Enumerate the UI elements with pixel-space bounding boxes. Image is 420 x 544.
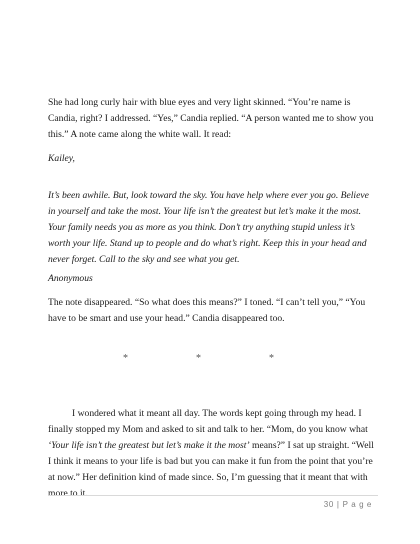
paragraph-note-disappeared: The note disappeared. “So what does this means?” I toned. “I can’t tell you,” “You have to be smart and use your head.” Candia disappeared too. (48, 297, 366, 324)
paragraph-text: means?” I sat up straight. “Well I think it means to your life is bad but you can make it fun from the point that you’re at now.” Her definition kind of made since. So, I’m guessing that it meant that with more to it. (48, 440, 374, 499)
scene-break-mark: * (123, 353, 128, 364)
note-salutation: Kailey, (48, 153, 75, 164)
page-footer (324, 500, 372, 509)
page-label: P a g e (342, 500, 372, 509)
quoted-note-line: ‘Your life isn’t the greatest but let’s make it the most’ (48, 440, 250, 451)
paragraph-text: I wondered what it meant all day. The words kept going through my head. I finally stopped my Mom and asked to sit and talk to her. “Mom, do you know what (48, 408, 368, 435)
page-number: 30 (323, 500, 334, 509)
note-signature: Anonymous (48, 273, 93, 284)
footer-separator: | (336, 500, 340, 509)
note-body: It’s been awhile. But, look toward the sky. You have help where ever you go. Believe in yourself and take the most. Your life isn’t the greatest but let’s make it the most. Your family needs you as more as you think. Don’t try anything stupid unless it’s worth your life. Stand up to people and do what’s right. Keep this in your head and never forget. Call to the sky and see what you get. (48, 190, 369, 265)
footer-divider (48, 495, 378, 496)
paragraph-wondered (48, 406, 378, 502)
paragraph-candia-intro: She had long curly hair with blue eyes and very light skinned. “You’re name is Candia, right? I addressed. “Yes,” Candia replied. “A person wanted me to show you this.” A note came along the white wall. It read: (48, 97, 374, 140)
scene-break-mark: * (196, 353, 201, 364)
scene-break-mark: * (269, 353, 274, 364)
